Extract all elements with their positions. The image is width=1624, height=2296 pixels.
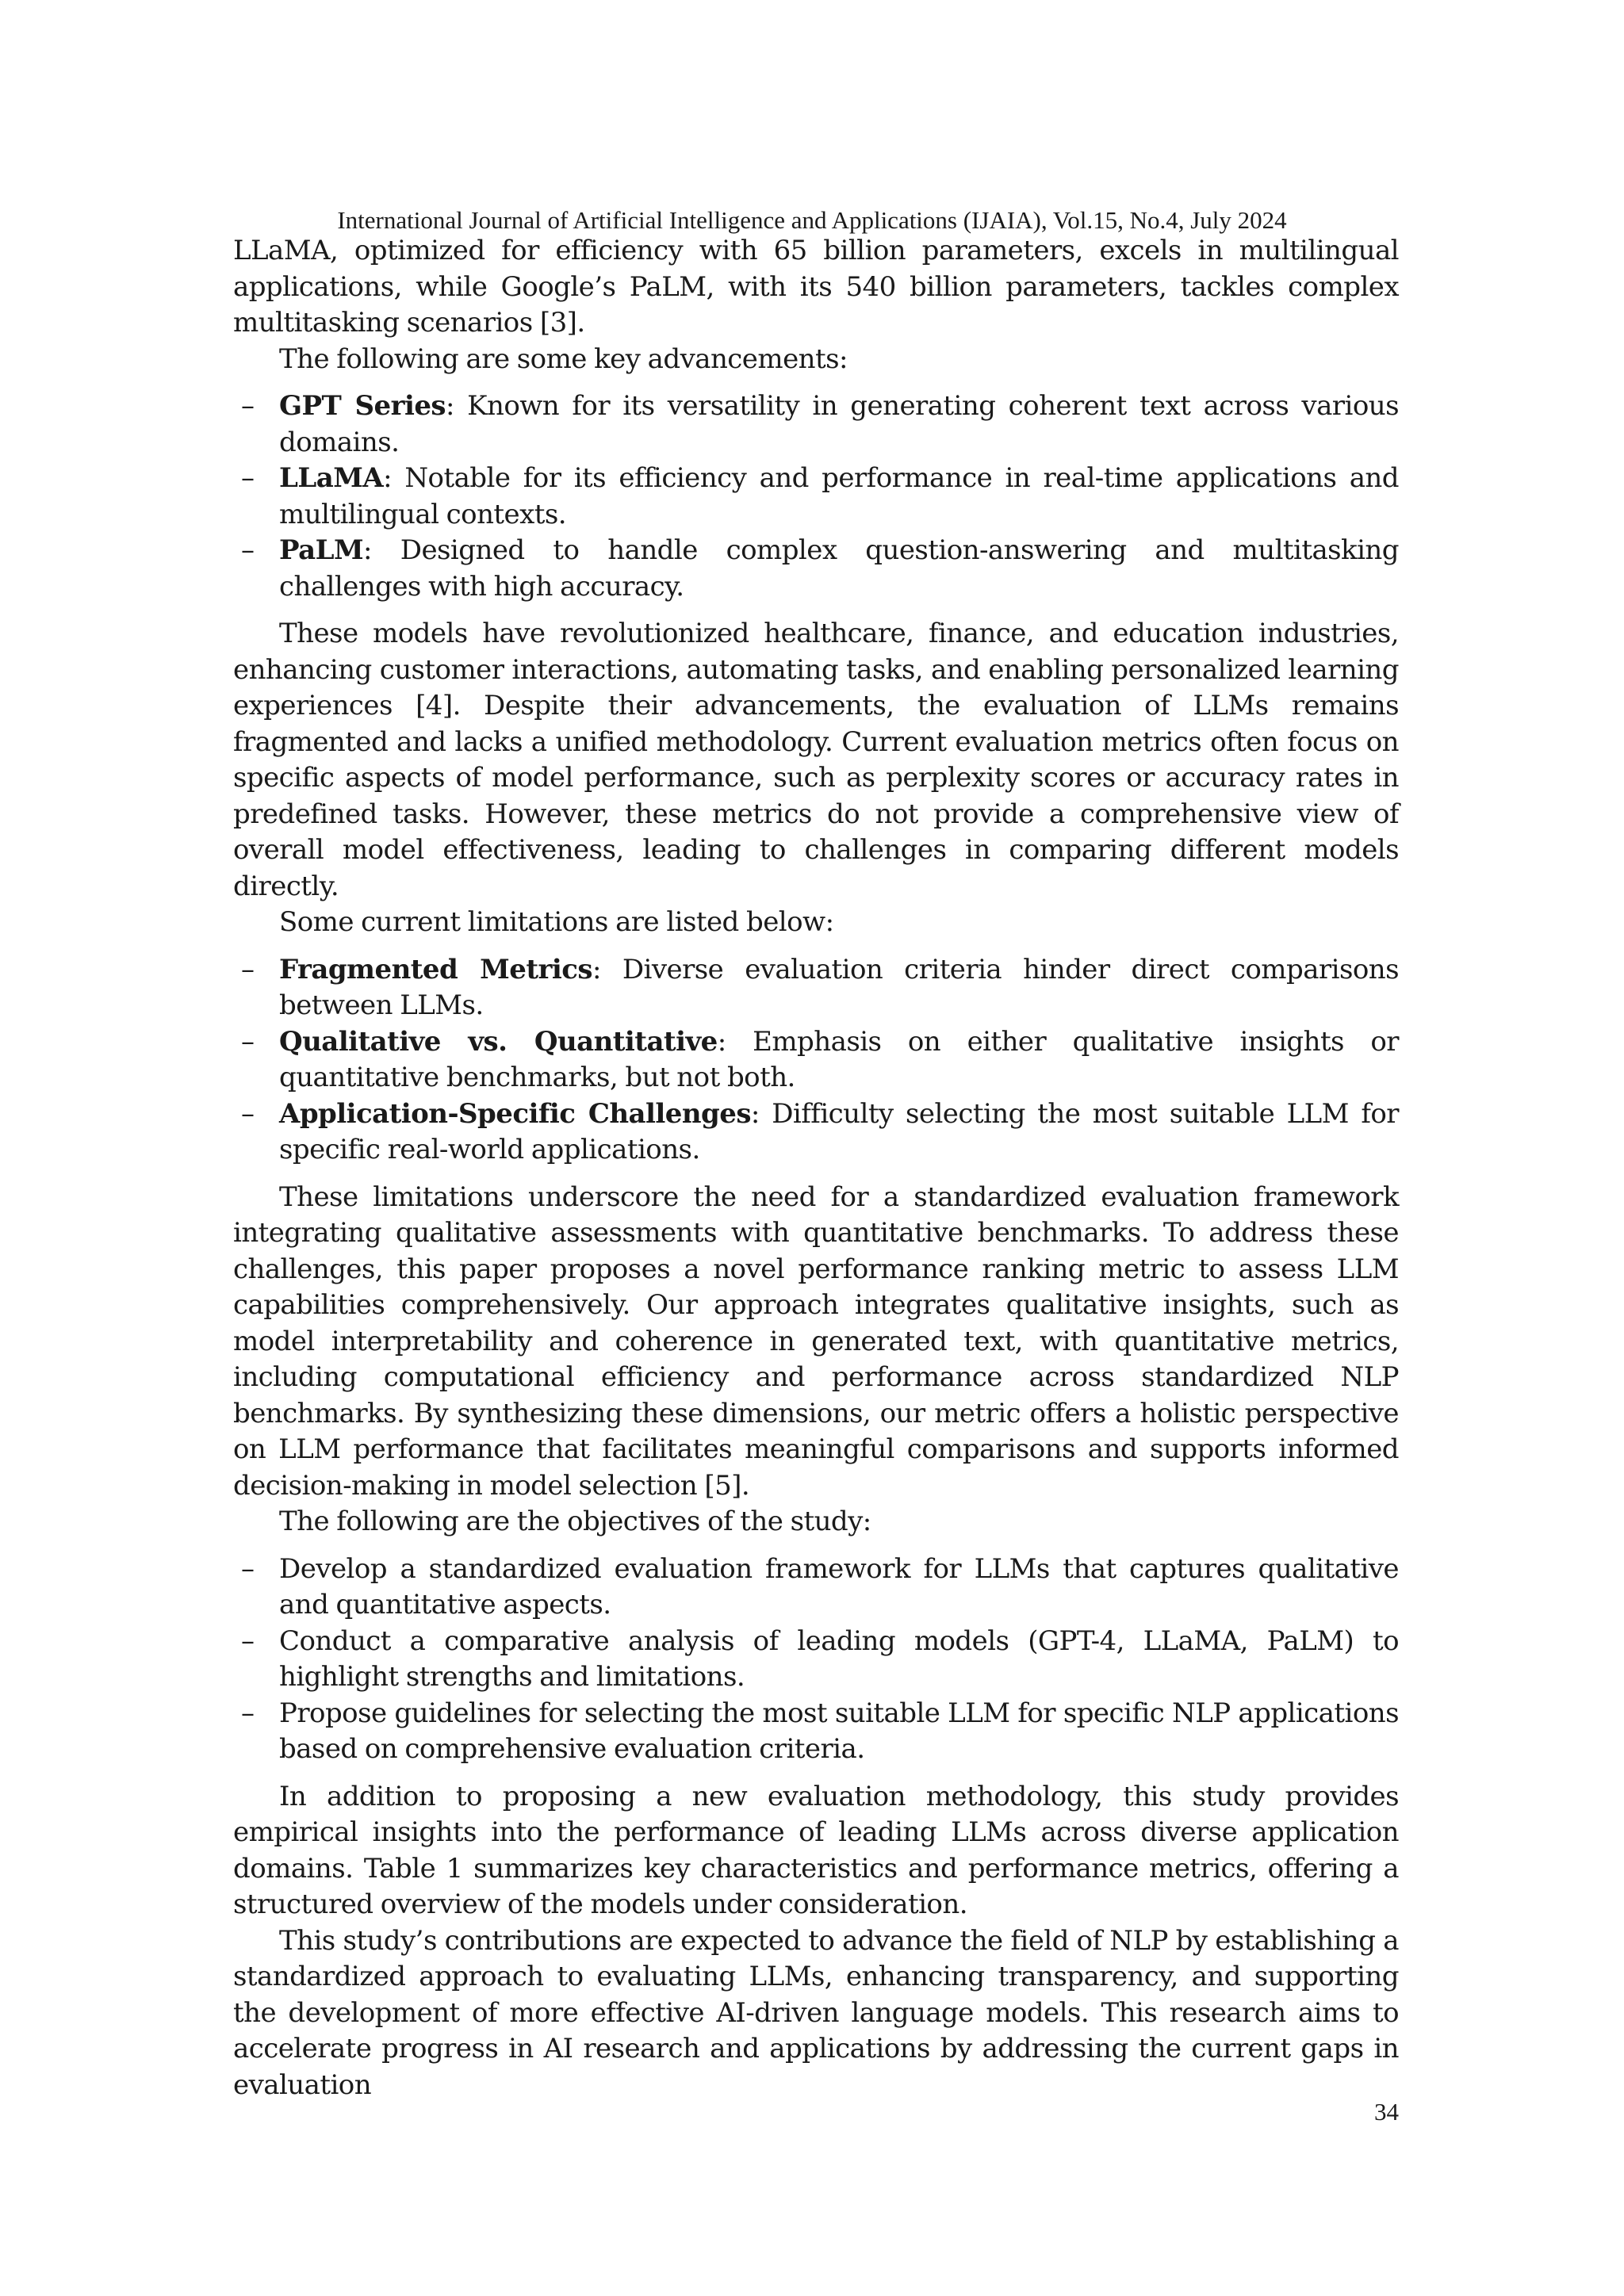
list-item-term: LLaMA: [279, 462, 384, 494]
list-item-term: Fragmented Metrics: [279, 953, 592, 985]
list-item: [279, 461, 1399, 533]
list-item: [279, 533, 1399, 605]
list-item-text: : Emphasis on either qualitative insights or quantitative benchmarks, but not both.: [279, 1025, 1400, 1093]
list-item-text: : Diverse evaluation criteria hinder direct comparisons between LLMs.: [279, 953, 1400, 1021]
list-item-term: PaLM: [279, 534, 364, 566]
list-item: [279, 388, 1399, 461]
list-item: [279, 1096, 1399, 1169]
empirical-paragraph: In addition to proposing a new evaluation methodology, this study provides empirical insights into the performance of leading LLMs across diverse application domains. Table 1 summarizes key characteristics and performance metrics, offering a structured overview of the models under consideration.: [233, 1780, 1399, 1920]
page-number: 34: [1374, 2098, 1399, 2126]
objectives-intro: The following are the objectives of the study:: [279, 1506, 871, 1537]
limitations-list: [233, 952, 1399, 1169]
running-header: International Journal of Artificial Intelligence and Applications (IJAIA), Vol.15, No.4, July 2024: [337, 206, 1287, 234]
list-item-text: : Designed to handle complex question-answering and multitasking challenges with high accuracy.: [279, 534, 1399, 603]
framework-paragraph: These limitations underscore the need for a standardized evaluation framework integrating qualitative assessments with quantitative benchmarks. To address these challenges, this paper proposes a novel performance ranking metric to assess LLM capabilities comprehensively. Our approach integrates qualitative insights, such as model interpretability and coherence in generated text, with quantitative metrics, including computational efficiency and performance across standardized NLP benchmarks. By synthesizing these dimensions, our metric offers a holistic perspective on LLM performance that facilitates meaningful comparisons and supports informed decision-making in model selection [5].: [233, 1181, 1399, 1502]
revolution-paragraph: These models have revolutionized healthcare, finance, and education industries, enhancing customer interactions, automating tasks, and enabling personalized learning experiences [4]. Despite their advancements, the evaluation of LLMs remains fragmented and lacks a unified methodology. Current evaluation metrics often focus on specific aspects of model performance, such as perplexity scores or accuracy rates in predefined tasks. However, these metrics do not provide a comprehensive view of overall model effectiveness, leading to challenges in comparing different models directly.: [233, 618, 1399, 902]
objectives-list: [233, 1552, 1399, 1768]
contributions-paragraph: This study’s contributions are expected to advance the field of NLP by establishing a standardized approach to evaluating LLMs, enhancing transparency, and supporting the development of more effective AI-driven language models. This research aims to accelerate progress in AI research and applications by addressing the current gaps in evaluation: [233, 1924, 1399, 2101]
list-item-term: Qualitative vs. Quantitative: [279, 1025, 718, 1058]
list-item-text: : Notable for its efficiency and performance in real-time applications and multilingual contexts.: [279, 462, 1399, 530]
list-item-text: : Known for its versatility in generating coherent text across various domains.: [279, 390, 1400, 458]
list-item: – Develop a standardized evaluation framework for LLMs that captures qualitative and quantitative aspects.: [279, 1552, 1399, 1624]
intro-paragraph: LLaMA, optimized for efficiency with 65 billion parameters, excels in multilingual applications, while Google’s PaLM, with its 540 billion parameters, tackles complex multitasking scenarios [3].: [233, 235, 1399, 339]
list-item-term: GPT Series: [279, 390, 446, 422]
advancements-list: [233, 388, 1399, 605]
limitations-intro: Some current limitations are listed below:: [279, 906, 834, 938]
list-item: – Propose guidelines for selecting the most suitable LLM for specific NLP applications based on comprehensive evaluation criteria.: [279, 1696, 1399, 1768]
list-item: [279, 952, 1399, 1024]
list-item-term: Application-Specific Challenges: [279, 1097, 751, 1130]
list-item: [279, 1024, 1399, 1096]
list-item: – Conduct a comparative analysis of leading models (GPT-4, LLaMA, PaLM) to highlight strengths and limitations.: [279, 1624, 1399, 1696]
advancements-intro: The following are some key advancements:: [279, 342, 848, 375]
body-text: [233, 233, 1399, 2103]
list-item-text: : Difficulty selecting the most suitable LLM for specific real-world applications.: [279, 1097, 1399, 1165]
